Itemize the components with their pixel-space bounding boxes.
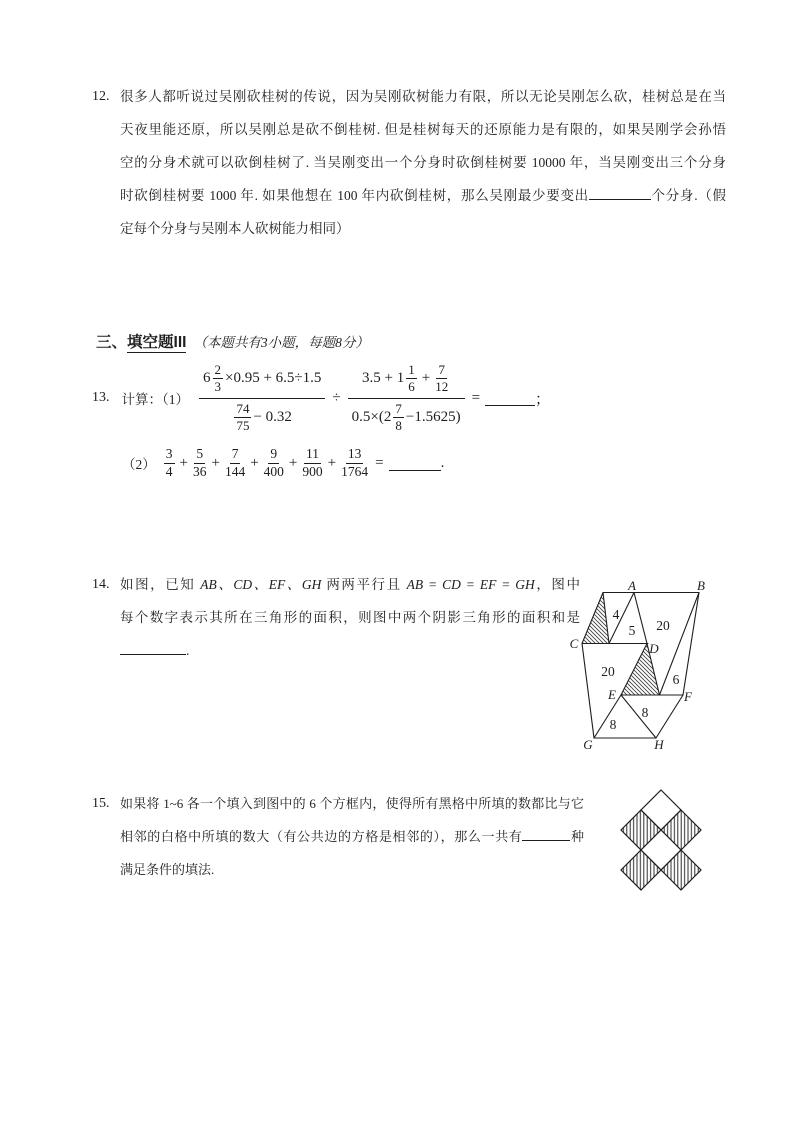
fraction-bar [199,398,325,399]
area-label-8-left: 8 [609,717,617,732]
fraction-term: 3 4 [165,445,173,479]
plus-sign: + [288,454,298,471]
text-segment: 个分身.（假 [650,188,727,203]
figure-15-diamond-grid [613,784,707,896]
small-fraction: 74 75 [236,400,250,433]
answer-blank [485,405,535,406]
problem-14-number: 14. [92,577,110,592]
text-line [120,634,580,667]
whole-part: 6 [203,370,211,387]
fraction-term: $\frac{13}{1764}$ [341,445,369,479]
divide-sign: ÷ [332,389,341,406]
expression-segment: 0.5×(2 [351,408,392,425]
answer-blank [389,470,441,471]
text-line: 空的分身术就可以砍倒桂树了. 当吴刚变出一个分身时砍倒桂树要 10000 年，当吴刚变出三个分身 [120,155,726,170]
plus-sign: + [421,370,431,387]
text-line: 如果将 1~6 各一个填入到图中的 6 个方框内，使得所有黑格中所填的数都比与它 [120,796,584,811]
problem-12 [92,80,726,245]
text-segment: ，图中 [534,577,580,592]
problem-13-part2 [122,440,444,486]
plus-sign: + [250,454,259,471]
vertex-label-A: A [628,578,636,593]
section-title-prefix: 三、 [96,334,128,351]
fraction-term: $\frac{5}{36}$ [192,445,207,479]
problem-12-text [120,80,726,245]
expression-segment: −1.5625) [405,408,461,425]
fraction-denominator [348,402,465,434]
part2-label: （2） [122,457,156,472]
vertex-label-D: D [649,641,659,656]
vertex-label-E: E [608,687,616,702]
problem-13-number: 13. [92,390,110,405]
text-line [120,820,584,853]
area-label-8-right: 8 [641,705,649,720]
text-line: 满足条件的填法. [120,862,215,877]
vertex-label-C: C [569,636,579,651]
expression-segment: 3.5 + 1 [362,370,405,387]
mixed-number [203,363,225,395]
text-segment: 种 [570,829,584,844]
problem-15 [92,787,584,886]
big-fraction-2 [348,363,465,433]
problem-13-label: 计算：（1） [121,392,189,407]
area-label-4: 4 [612,607,620,622]
fraction-numerator [358,363,454,395]
punctuation: . [186,643,190,658]
expression-segment: ×0.95 + 6.5÷1.5 [225,370,322,387]
vertex-label-F: F [684,689,692,704]
area-label-6: 6 [672,672,680,687]
fraction-term: $\frac{9}{400}$ [263,445,284,479]
text-line [120,179,726,212]
equals-sign: = [375,454,384,471]
vertex-label-B: B [697,578,705,593]
small-fraction: 1 6 [408,361,415,395]
plus-sign: + [211,454,220,471]
text-segment: 相邻的白格中所填的数大（有公共边的方格是相邻的），那么一共有 [120,829,523,844]
area-label-5: 5 [628,623,636,638]
big-fraction-1 [199,363,325,433]
text-line: 天夜里能还原，所以吴刚总是砍不倒桂树. 但是桂树每天的还原能力是有限的，如果吴刚学会孙悟 [120,122,726,137]
fraction-term: $\frac{7}{144}$ [224,445,246,479]
vertex-label-G: G [583,737,593,752]
shaded-triangle-top [582,593,609,644]
math-variables: AB、CD、EF、GH [200,577,322,592]
math-equation: AB = CD = EF = GH [406,577,535,592]
answer-blank [522,840,570,841]
problem-12-number: 12. [92,89,110,104]
problem-14-text [120,568,580,667]
problem-15-number: 15. [92,796,110,811]
text-line: 每个数字表示其所在三角形的面积，则图中两个阴影三角形的面积和是 [120,610,580,625]
equals-sign: = [471,389,481,406]
figure-14-parallel-lines-triangles [556,570,712,756]
expression-segment: − 0.32 [253,408,292,425]
text-line [120,568,580,601]
answer-blank [120,654,186,655]
fraction-bar [348,398,465,399]
plus-sign: + [327,454,337,471]
small-fraction: 7 8 [395,400,402,433]
vertex-label-H: H [654,737,664,752]
small-fraction: 2 3 [214,361,221,395]
small-fraction: $\frac{7}{12}$ [435,361,449,395]
fraction-denominator [228,402,295,434]
text-line: 定每个分身与吴刚本人砍树能力相同） [120,221,350,236]
fraction-term: $\frac{11}{900}$ [302,445,323,479]
problem-13-part1 [92,356,550,440]
section-heading [96,330,369,352]
area-label-20-left: 20 [601,664,615,679]
punctuation: ； [535,391,551,408]
text-line: 很多人都听说过吴刚砍桂树的传说，因为吴刚砍树能力有限，所以无论吴刚怎么砍，桂树总是在当 [120,89,726,104]
problem-14 [92,568,580,667]
plus-sign: + [179,454,188,471]
problem-15-text [120,787,584,886]
text-segment: 如图，已知 [120,577,201,592]
text-segment: 时砍倒桂树要 1000 年. 如果他想在 100 年内砍倒桂树，那么吴刚最少要变出 [120,188,589,203]
area-label-20-top: 20 [656,618,670,633]
fraction-numerator [199,363,325,395]
section-note: （本题共有3小题，每题8分） [193,335,369,350]
section-title: 填空题III [127,334,187,351]
answer-blank [589,199,651,200]
text-segment: 两两平行且 [321,577,407,592]
punctuation: . [440,454,445,471]
